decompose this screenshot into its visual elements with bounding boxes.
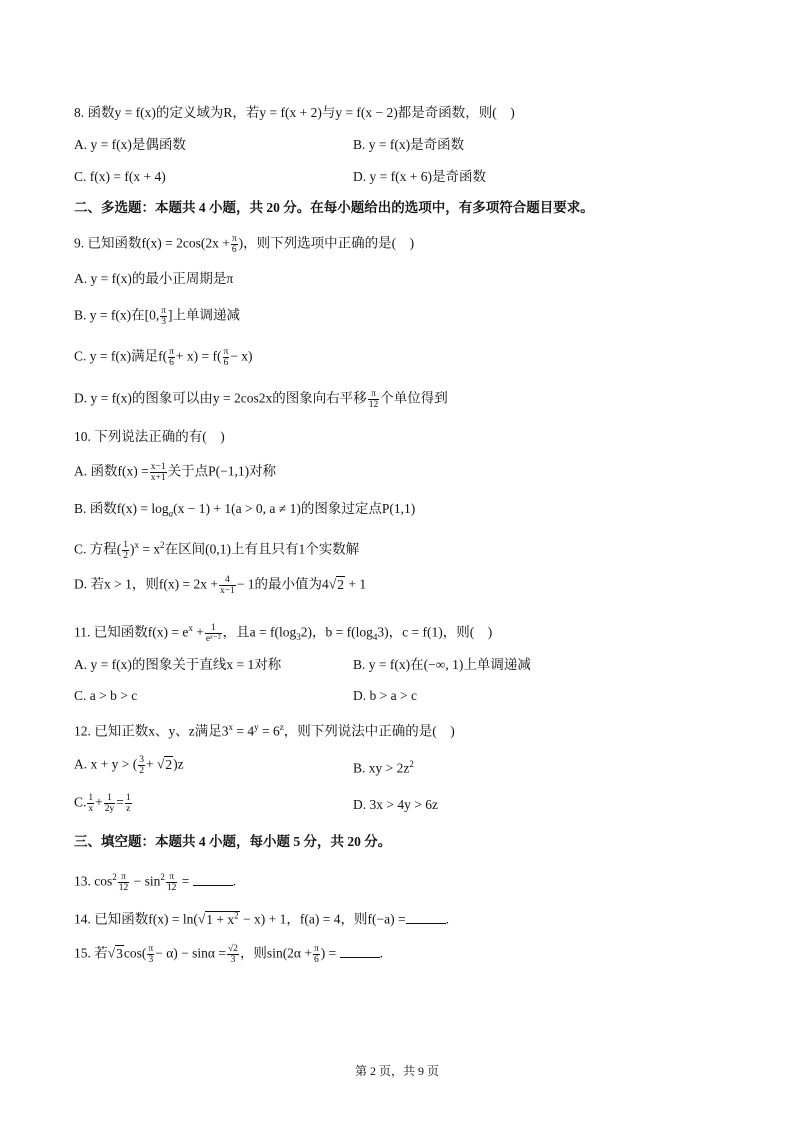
frac-pi-12: $\frac{\pi}{12}$ — [368, 389, 379, 410]
q12-option-a: A. x + y > ( $\frac{3}{2}$ + √2)z — [74, 755, 184, 776]
answer-blank[interactable] — [193, 873, 233, 886]
q11-option-c: C. a > b > c — [74, 688, 138, 703]
q11-stem: 11. 已知函数$f(x) = e^x$ + $\frac{1}{\text{eˣ⁻²}}$ ，且$a = f(\log_32)$，$b = f(\log_43)$，c = f(1)，则( ) — [74, 622, 493, 644]
frac-pi-6: $\frac{\pi}{6}$ — [231, 234, 237, 255]
q10-option-c: C. 方程( $\frac{1}{2}$ )$^x = x^2$在区间(0,1)上有且只有1个实数解 — [74, 539, 360, 561]
section-3-heading: 三、填空题：本题共 4 小题，每小题 5 分，共 20 分。 — [74, 834, 392, 849]
q15-stem: 15. 若√3cos( $\frac{\pi}{3}$ − α) − sinα = $\frac{√2}{3}$ ，则sin(2α + $\frac{\pi}{6}$ ) = . — [74, 944, 384, 965]
q14-stem: 14. 已知函数$f(x) = \ln(√1 + x^2 - x) + 1$，f(a) = 4，则f(−a) = . — [74, 910, 449, 927]
q11-option-a: A. y = f(x)的图象关于直线x = 1对称 — [74, 657, 282, 672]
q8-option-a: A. y = f(x)是偶函数 — [74, 137, 186, 152]
q12-stem: 12. 已知正数x、y、z满足$3^x = 4^y = 6^z$，则下列说法中正确的是( ) — [74, 722, 455, 739]
q10-option-b: B. 函数$f(x) = \log_a(x - 1) + 1(a > 0$, a ≠ 1)的图象过定点P(1,1) — [74, 501, 416, 519]
page-footer: 第 2 页，共 9 页 — [354, 1064, 439, 1078]
q10-option-d: D. 若x > 1，则f(x) = 2x + $\frac{4}{x-1}$ − 1的最小值为4√2 + 1 — [74, 575, 367, 596]
q9-option-a: A. y = f(x)的最小正周期是π — [74, 271, 234, 286]
q8-option-d: D. y = f(x + 6)是奇函数 — [353, 169, 486, 184]
answer-blank[interactable] — [340, 945, 380, 958]
q9-option-c: C. y = f(x)满足f( $\frac{\pi}{6}$ + x) = f( $\frac{\pi}{6}$ − x) — [74, 347, 253, 368]
q13-stem: 13. $\cos^2$ $\frac{\pi}{12}$ − $\sin^2$ $\frac{\pi}{12}$ = . — [74, 871, 237, 893]
q10-stem: 10. 下列说法正确的有( ) — [74, 429, 225, 444]
q12-option-c: C. $\frac{1}{x}$ + $\frac{1}{2y}$ = $\frac{1}{z}$ — [74, 793, 131, 814]
frac-pi-3: $\frac{\pi}{3}$ — [161, 306, 167, 327]
q8-stem: 8. 函数y = f(x)的定义域为R，若y = f(x + 2)与y = f(x − 2)都是奇函数，则( ) — [74, 105, 515, 120]
answer-blank[interactable] — [406, 911, 446, 924]
q8-option-c: C. f(x) = f(x + 4) — [74, 169, 166, 184]
q9-option-d: D. y = f(x)的图象可以由y = 2cos2x的图象向右平移 $\frac{\pi}{12}$ 个单位得到 — [74, 389, 448, 410]
q8-option-b: B. y = f(x)是奇函数 — [353, 137, 465, 152]
q9-stem: 9. 已知函数f(x) = 2cos(2x + $\frac{\pi}{6}$ )，则下列选项中正确的是( ) — [74, 234, 415, 255]
q12-option-d: D. 3x > 4y > 6z — [353, 797, 438, 812]
q12-option-b: B. xy > $2z^2$ — [353, 759, 414, 776]
section-2-heading: 二、多选题：本题共 4 小题，共 20 分。在每小题给出的选项中，有多项符合题目要求。 — [74, 200, 594, 215]
q11-option-d: D. b > a > c — [353, 688, 417, 703]
q11-option-b: B. y = f(x)在(−∞, 1)上单调递减 — [353, 657, 531, 672]
q10-option-a: A. 函数f(x) = $\frac{x-1}{x+1}$ 关于点P(−1,1)对称 — [74, 462, 277, 483]
q9-option-b: B. y = f(x)在[0, $\frac{\pi}{3}$ ]上单调递减 — [74, 306, 241, 327]
